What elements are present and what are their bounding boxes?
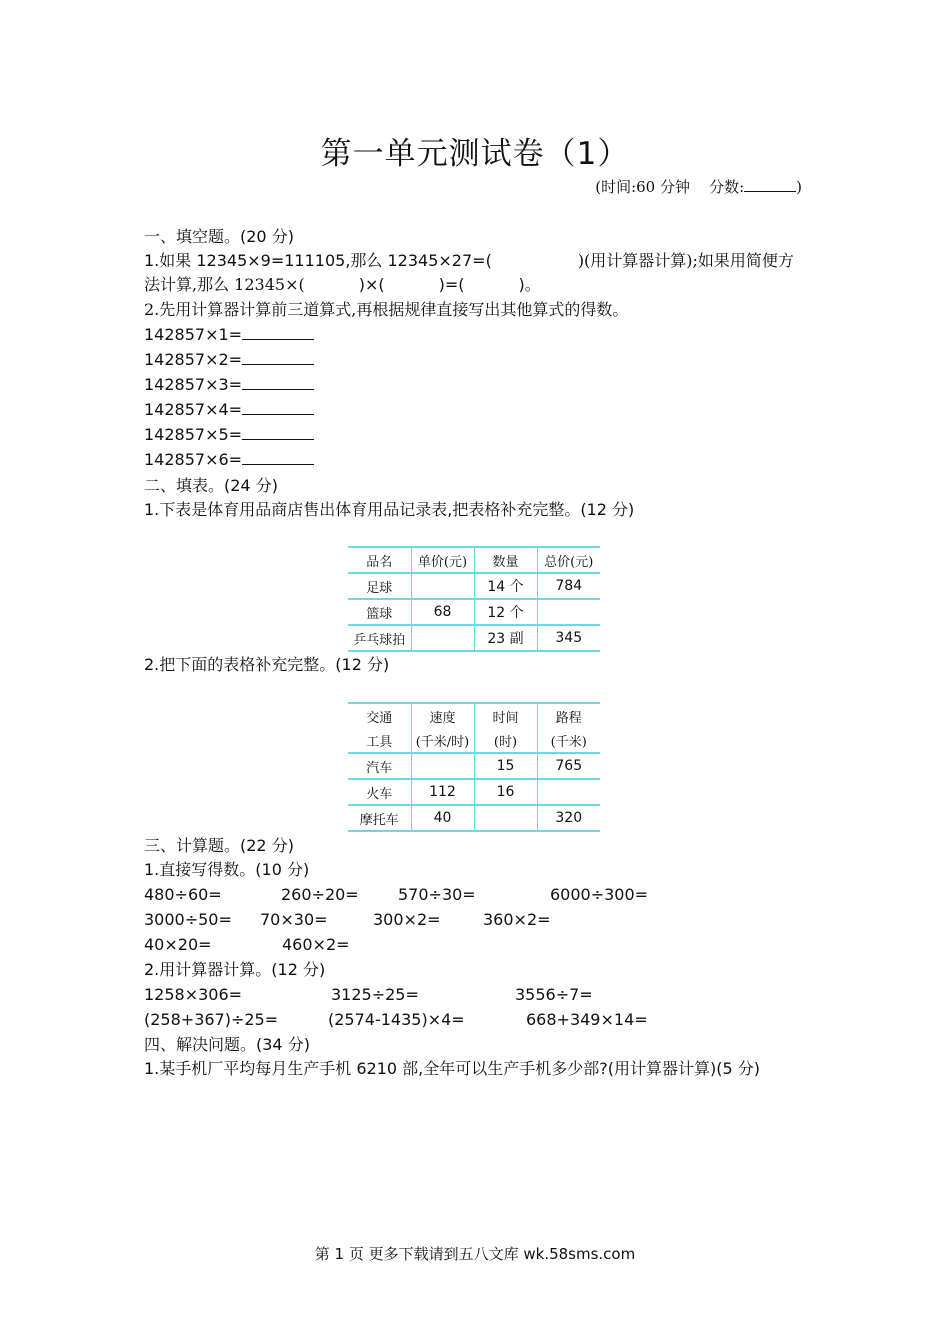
table-cell: 68 <box>411 599 474 625</box>
expr-row <box>144 374 314 396</box>
expr-text: 142857×5= <box>144 425 243 444</box>
table-row <box>348 779 600 805</box>
table-header-row <box>348 703 600 728</box>
table-row <box>348 599 600 625</box>
calc-item: 668+349×14= <box>526 1010 648 1029</box>
calc-item: 570÷30= <box>398 885 476 904</box>
table-cell: 23 副 <box>474 625 537 651</box>
expr-row <box>144 449 314 471</box>
table-cell: 篮球 <box>348 599 411 625</box>
calc-item: 1258×306= <box>144 985 243 1004</box>
calc-item: 40×20= <box>144 935 212 954</box>
table-header-cell: 路程 <box>537 703 600 728</box>
table-header-cell: 时间 <box>474 703 537 728</box>
table-header-cell: (千米) <box>537 728 600 753</box>
expr-row <box>144 324 314 346</box>
table-header-cell: 总价(元) <box>537 547 600 573</box>
table-row <box>348 753 600 779</box>
calc-item: 6000÷300= <box>550 885 649 904</box>
question-2-1: 1.下表是体育用品商店售出体育用品记录表,把表格补充完整。(12 分) <box>144 500 635 519</box>
table-cell: 汽车 <box>348 753 411 779</box>
time-label: (时间:60 分钟 <box>595 178 690 196</box>
table-cell: 12 个 <box>474 599 537 625</box>
section-3-heading: 三、计算题。(22 分) <box>144 836 294 855</box>
exam-meta <box>595 176 802 197</box>
expr-text: 142857×6= <box>144 450 243 469</box>
table-header-cell: 工具 <box>348 728 411 753</box>
table-header-cell: 单价(元) <box>411 547 474 573</box>
calc-item: 300×2= <box>373 910 441 929</box>
question-3-2: 2.用计算器计算。(12 分) <box>144 960 326 979</box>
answer-underline <box>242 400 314 415</box>
section-1-heading: 一、填空题。(20 分) <box>144 227 294 246</box>
table-row <box>348 805 600 831</box>
table-cell: 火车 <box>348 779 411 805</box>
table-cell: 16 <box>474 779 537 805</box>
score-label: 分数: <box>709 178 745 196</box>
answer-underline <box>242 450 314 465</box>
table-cell: 784 <box>537 573 600 599</box>
table-header-cell: 交通 <box>348 703 411 728</box>
q1-text-b: )(用计算器计算);如果用简便方 <box>577 251 794 270</box>
question-3-1: 1.直接写得数。(10 分) <box>144 860 310 879</box>
table-cell <box>411 625 474 651</box>
transport-table <box>348 702 600 832</box>
calc-item: 260÷20= <box>281 885 359 904</box>
table-header-cell: 数量 <box>474 547 537 573</box>
calc-item: 70×30= <box>260 910 328 929</box>
table-cell: 摩托车 <box>348 805 411 831</box>
calc-item: 3556÷7= <box>515 985 593 1004</box>
page-title: 第一单元测试卷（1） <box>320 136 630 172</box>
question-1-1-cont <box>144 274 541 296</box>
table-cell: 112 <box>411 779 474 805</box>
q1-text-d: )×( <box>358 275 385 294</box>
answer-underline <box>242 375 314 390</box>
page-footer: 第 1 页 更多下载请到五八文库 wk.58sms.com <box>314 1245 636 1263</box>
table-cell <box>411 753 474 779</box>
table-header-cell: 速度 <box>411 703 474 728</box>
q1-text-e: )=( <box>438 275 465 294</box>
table-cell: 345 <box>537 625 600 651</box>
table-header-row <box>348 547 600 573</box>
table-cell <box>537 779 600 805</box>
table-cell: 320 <box>537 805 600 831</box>
table-cell: 乒乓球拍 <box>348 625 411 651</box>
table-header-row <box>348 728 600 753</box>
question-4-1: 1.某手机厂平均每月生产手机 6210 部,全年可以生产手机多少部?(用计算器计算)(5 分) <box>144 1059 760 1078</box>
calc-item: 480÷60= <box>144 885 222 904</box>
section-2-heading: 二、填表。(24 分) <box>144 476 278 495</box>
expr-text: 142857×2= <box>144 350 243 369</box>
expr-row <box>144 399 314 421</box>
table-header-cell: (千米/时) <box>411 728 474 753</box>
answer-underline <box>242 350 314 365</box>
table-cell: 15 <box>474 753 537 779</box>
expr-row <box>144 424 314 446</box>
table-cell <box>411 573 474 599</box>
question-1-2: 2.先用计算器计算前三道算式,再根据规律直接写出其他算式的得数。 <box>144 300 629 319</box>
q1-text-a: 1.如果 12345×9=111105,那么 12345×27=( <box>144 251 492 270</box>
expr-text: 142857×3= <box>144 375 243 394</box>
table-header-cell: (时) <box>474 728 537 753</box>
calc-item: 3125÷25= <box>331 985 419 1004</box>
expr-row <box>144 349 314 371</box>
score-blank <box>744 179 796 192</box>
calc-item: (2574-1435)×4= <box>328 1010 465 1029</box>
q1-text-c: 法计算,那么 12345×( <box>144 275 305 294</box>
table-cell <box>537 599 600 625</box>
table-cell: 765 <box>537 753 600 779</box>
section-4-heading: 四、解决问题。(34 分) <box>144 1035 310 1054</box>
q1-text-f: )。 <box>518 275 541 294</box>
calc-item: 3000÷50= <box>144 910 232 929</box>
table-row <box>348 625 600 651</box>
calc-item: (258+367)÷25= <box>144 1010 279 1029</box>
table-header-cell: 品名 <box>348 547 411 573</box>
table-cell: 足球 <box>348 573 411 599</box>
table-cell <box>474 805 537 831</box>
sports-goods-table <box>348 546 600 652</box>
meta-close: ) <box>796 178 802 196</box>
expr-text: 142857×4= <box>144 400 243 419</box>
table-row <box>348 573 600 599</box>
expr-text: 142857×1= <box>144 325 243 344</box>
table-cell: 40 <box>411 805 474 831</box>
answer-underline <box>242 325 314 340</box>
answer-underline <box>242 425 314 440</box>
calc-item: 360×2= <box>483 910 551 929</box>
question-1-1 <box>144 250 794 272</box>
table-cell: 14 个 <box>474 573 537 599</box>
calc-item: 460×2= <box>282 935 350 954</box>
question-2-2: 2.把下面的表格补充完整。(12 分) <box>144 655 390 674</box>
